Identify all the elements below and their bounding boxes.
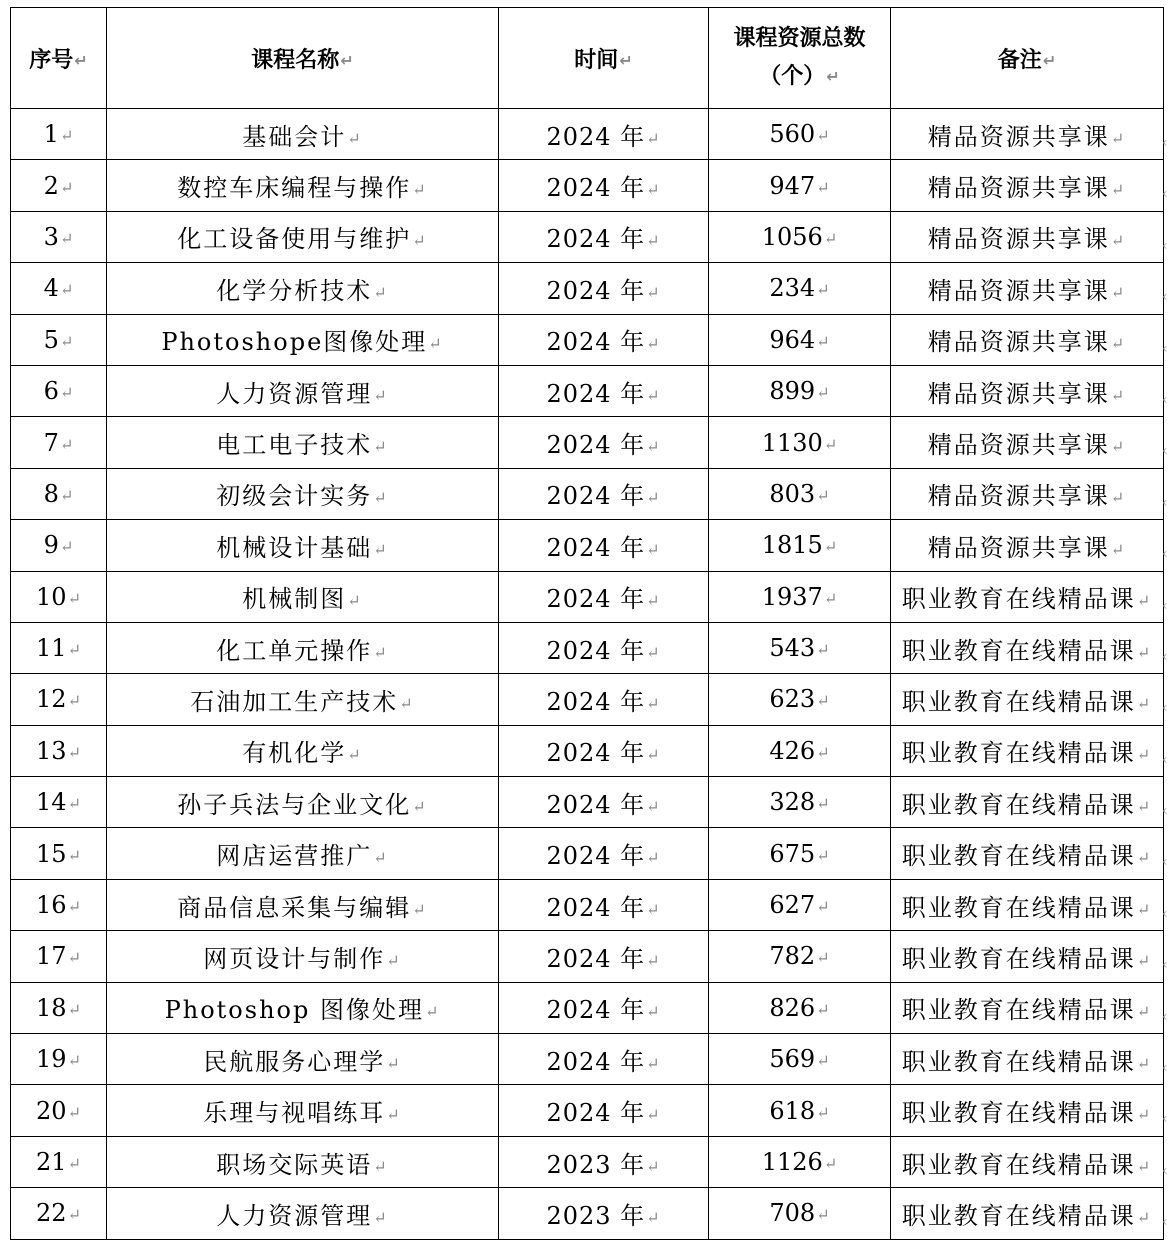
cell-name: 人力资源管理↵ <box>107 365 499 416</box>
table-row <box>11 365 1164 416</box>
cell-count: 675↵ <box>709 828 891 879</box>
return-mark-icon: ↵ <box>59 331 74 351</box>
header-name: 课程名称↵ <box>107 8 499 109</box>
cell-note: 精品资源共享课↵ <box>891 468 1164 519</box>
cell-count: 1815↵ <box>709 520 891 571</box>
return-mark-icon: ↵ <box>619 51 633 70</box>
table-row <box>11 725 1164 776</box>
row-end-mark-icon: ‹ <box>1162 751 1168 768</box>
return-mark-icon: ↵ <box>373 642 389 662</box>
table-header-row <box>11 8 1164 109</box>
return-mark-icon: ↵ <box>373 282 389 302</box>
return-mark-icon: ↵ <box>428 334 444 354</box>
table-row <box>11 571 1164 622</box>
cell-note: 精品资源共享课↵ <box>891 211 1164 262</box>
cell-note: 职业教育在线精品课↵ <box>891 622 1164 673</box>
cell-index: 4↵ <box>11 263 107 314</box>
header-count <box>709 8 891 109</box>
return-mark-icon: ↵ <box>399 693 415 713</box>
cell-time: 2024 年↵ <box>499 828 709 879</box>
return-mark-icon: ↵ <box>1110 282 1127 302</box>
cell-count: 1056↵ <box>709 211 891 262</box>
header-index: 序号↵ <box>11 8 107 109</box>
row-end-mark-icon: ‹ <box>1162 597 1168 614</box>
return-mark-icon: ↵ <box>386 950 402 970</box>
cell-time: 2024 年↵ <box>499 468 709 519</box>
return-mark-icon: ↵ <box>1110 488 1127 508</box>
header-note: 备注↵ <box>891 8 1164 109</box>
cell-count: 569↵ <box>709 1034 891 1085</box>
return-mark-icon: ↵ <box>373 1156 389 1176</box>
return-mark-icon: ↵ <box>1136 848 1153 868</box>
return-mark-icon: ↵ <box>67 742 81 762</box>
cell-index: 14↵ <box>11 777 107 828</box>
cell-name: 基础会计↵ <box>107 109 499 160</box>
return-mark-icon: ↵ <box>646 1002 661 1022</box>
cell-index: 20↵ <box>11 1085 107 1136</box>
table-row <box>11 160 1164 211</box>
cell-note: 精品资源共享课↵ <box>891 520 1164 571</box>
cell-time: 2024 年↵ <box>499 520 709 571</box>
cell-count: 1937↵ <box>709 571 891 622</box>
cell-name: 化工单元操作↵ <box>107 622 499 673</box>
return-mark-icon: ↵ <box>59 383 74 403</box>
cell-time: 2024 年↵ <box>499 109 709 160</box>
return-mark-icon: ↵ <box>59 485 74 505</box>
cell-name: 人力资源管理↵ <box>107 1188 499 1239</box>
return-mark-icon: ↵ <box>816 280 830 300</box>
return-mark-icon: ↵ <box>1110 437 1127 457</box>
return-mark-icon: ↵ <box>67 1154 81 1173</box>
return-mark-icon: ↵ <box>646 1207 661 1227</box>
return-mark-icon: ↵ <box>1110 334 1127 354</box>
cell-name: 孙子兵法与企业文化↵ <box>107 777 499 828</box>
cell-index: 21↵ <box>11 1136 107 1187</box>
cell-time: 2023 年↵ <box>499 1188 709 1239</box>
cell-index: 3↵ <box>11 211 107 262</box>
cell-count: 234↵ <box>709 263 891 314</box>
cell-time: 2024 年↵ <box>499 1034 709 1085</box>
cell-count: 618↵ <box>709 1085 891 1136</box>
cell-index: 15↵ <box>11 828 107 879</box>
cell-index: 18↵ <box>11 982 107 1033</box>
return-mark-icon: ↵ <box>816 897 830 917</box>
cell-name: 数控车床编程与操作↵ <box>107 160 499 211</box>
return-mark-icon: ↵ <box>646 128 661 148</box>
table-row <box>11 263 1164 314</box>
row-end-mark-icon: ‹ <box>1162 957 1168 974</box>
cell-name: 网页设计与制作↵ <box>107 931 499 982</box>
return-mark-icon: ↵ <box>1136 1002 1153 1022</box>
header-count-line1: 课程资源总数 <box>733 26 866 51</box>
cell-note: 精品资源共享课↵ <box>891 109 1164 160</box>
return-mark-icon: ↵ <box>424 1002 441 1022</box>
return-mark-icon: ↵ <box>373 848 389 868</box>
cell-name: 初级会计实务↵ <box>107 468 499 519</box>
return-mark-icon: ↵ <box>1042 51 1057 70</box>
cell-note: 职业教育在线精品课↵ <box>891 1136 1164 1187</box>
return-mark-icon: ↵ <box>1136 1105 1153 1125</box>
table-row <box>11 314 1164 365</box>
return-mark-icon: ↵ <box>646 848 661 868</box>
return-mark-icon: ↵ <box>67 1051 81 1071</box>
return-mark-icon: ↵ <box>823 537 838 557</box>
return-mark-icon: ↵ <box>340 51 354 70</box>
cell-count: 426↵ <box>709 725 891 776</box>
table-row <box>11 1085 1164 1136</box>
return-mark-icon: ↵ <box>816 999 830 1019</box>
cell-index: 1↵ <box>11 109 107 160</box>
return-mark-icon: ↵ <box>646 180 661 200</box>
cell-count: 623↵ <box>709 674 891 725</box>
return-mark-icon: ↵ <box>1110 385 1127 405</box>
cell-index: 5↵ <box>11 314 107 365</box>
row-end-mark-icon: ‹ <box>1162 391 1168 408</box>
cell-count: 708↵ <box>709 1188 891 1239</box>
cell-count: 627↵ <box>709 879 891 930</box>
row-end-mark-icon: ‹ <box>1162 803 1168 820</box>
cell-time: 2024 年↵ <box>499 879 709 930</box>
return-mark-icon: ↵ <box>823 588 838 608</box>
row-end-mark-icon: ‹ <box>1162 1162 1168 1179</box>
return-mark-icon: ↵ <box>646 745 661 765</box>
cell-name: 职场交际英语↵ <box>107 1136 499 1187</box>
cell-time: 2024 年↵ <box>499 777 709 828</box>
return-mark-icon: ↵ <box>67 845 81 865</box>
cell-count: 803↵ <box>709 468 891 519</box>
cell-time: 2024 年↵ <box>499 1085 709 1136</box>
return-mark-icon: ↵ <box>646 334 661 354</box>
cell-index: 2↵ <box>11 160 107 211</box>
return-mark-icon: ↵ <box>816 794 830 814</box>
cell-name: 乐理与视唱练耳↵ <box>107 1085 499 1136</box>
return-mark-icon: ↵ <box>826 67 840 86</box>
row-end-mark-icon: ‹ <box>1162 237 1168 254</box>
return-mark-icon: ↵ <box>646 1053 661 1073</box>
row-end-mark-icon: ‹ <box>1162 905 1168 922</box>
return-mark-icon: ↵ <box>646 539 661 559</box>
cell-note: 精品资源共享课↵ <box>891 314 1164 365</box>
cell-name: 商品信息采集与编辑↵ <box>107 879 499 930</box>
cell-name: 机械设计基础↵ <box>107 520 499 571</box>
row-end-mark-icon: ‹ <box>1162 546 1168 563</box>
return-mark-icon: ↵ <box>373 385 389 405</box>
header-time: 时间↵ <box>499 8 709 109</box>
cell-time: 2024 年↵ <box>499 571 709 622</box>
return-mark-icon: ↵ <box>1110 231 1127 251</box>
return-mark-icon: ↵ <box>59 126 74 146</box>
cell-index: 13↵ <box>11 725 107 776</box>
cell-name: 化工设备使用与维护↵ <box>107 211 499 262</box>
row-end-mark-icon: ‹ <box>1162 854 1168 871</box>
cell-note: 职业教育在线精品课↵ <box>891 1188 1164 1239</box>
cell-note: 职业教育在线精品课↵ <box>891 1085 1164 1136</box>
return-mark-icon: ↵ <box>646 642 661 662</box>
return-mark-icon: ↵ <box>1136 899 1153 919</box>
return-mark-icon: ↵ <box>67 1102 81 1122</box>
return-mark-icon: ↵ <box>1136 1053 1153 1073</box>
table-row <box>11 828 1164 879</box>
cell-name: 机械制图↵ <box>107 571 499 622</box>
table-row <box>11 622 1164 673</box>
cell-time: 2024 年↵ <box>499 365 709 416</box>
return-mark-icon: ↵ <box>646 437 661 457</box>
return-mark-icon: ↵ <box>816 948 830 968</box>
return-mark-icon: ↵ <box>816 485 830 505</box>
return-mark-icon: ↵ <box>816 1102 830 1122</box>
return-mark-icon: ↵ <box>816 1051 830 1071</box>
return-mark-icon: ↵ <box>816 1205 830 1225</box>
cell-time: 2024 年↵ <box>499 674 709 725</box>
return-mark-icon: ↵ <box>1136 745 1153 765</box>
return-mark-icon: ↵ <box>347 128 363 148</box>
return-mark-icon: ↵ <box>816 845 830 865</box>
table-row <box>11 777 1164 828</box>
cell-note: 职业教育在线精品课↵ <box>891 931 1164 982</box>
table-row <box>11 468 1164 519</box>
return-mark-icon: ↵ <box>412 231 428 251</box>
cell-note: 职业教育在线精品课↵ <box>891 879 1164 930</box>
return-mark-icon: ↵ <box>1136 950 1153 970</box>
cell-index: 11↵ <box>11 622 107 673</box>
row-end-mark-icon: ‹ <box>1162 700 1168 717</box>
cell-name: 化学分析技术↵ <box>107 263 499 314</box>
return-mark-icon: ↵ <box>646 231 661 251</box>
cell-name: Photoshop 图像处理↵ <box>107 982 499 1033</box>
cell-name: 电工电子技术↵ <box>107 417 499 468</box>
cell-index: 17↵ <box>11 931 107 982</box>
return-mark-icon: ↵ <box>816 691 830 711</box>
return-mark-icon: ↵ <box>373 488 389 508</box>
return-mark-icon: ↵ <box>823 434 838 454</box>
cell-note: 职业教育在线精品课↵ <box>891 571 1164 622</box>
cell-index: 16↵ <box>11 879 107 930</box>
return-mark-icon: ↵ <box>646 796 661 816</box>
cell-count: 543↵ <box>709 622 891 673</box>
row-end-mark-icon: ‹ <box>1162 648 1168 665</box>
cell-note: 职业教育在线精品课↵ <box>891 1034 1164 1085</box>
cell-name: 有机化学↵ <box>107 725 499 776</box>
return-mark-icon: ↵ <box>67 794 81 814</box>
return-mark-icon: ↵ <box>646 1105 661 1125</box>
row-end-mark-icon: ‹ <box>1162 289 1168 306</box>
return-mark-icon: ↵ <box>67 1205 81 1225</box>
cell-index: 8↵ <box>11 468 107 519</box>
return-mark-icon: ↵ <box>646 693 661 713</box>
return-mark-icon: ↵ <box>816 177 830 197</box>
return-mark-icon: ↵ <box>1110 180 1127 200</box>
return-mark-icon: ↵ <box>373 1207 389 1227</box>
return-mark-icon: ↵ <box>1136 591 1153 611</box>
cell-count: 826↵ <box>709 982 891 1033</box>
cell-time: 2024 年↵ <box>499 160 709 211</box>
table-row <box>11 879 1164 930</box>
return-mark-icon: ↵ <box>67 897 81 917</box>
cell-note: 职业教育在线精品课↵ <box>891 777 1164 828</box>
return-mark-icon: ↵ <box>59 280 74 300</box>
return-mark-icon: ↵ <box>67 999 81 1019</box>
table-row <box>11 1034 1164 1085</box>
return-mark-icon: ↵ <box>646 899 661 919</box>
cell-time: 2024 年↵ <box>499 931 709 982</box>
cell-note: 职业教育在线精品课↵ <box>891 674 1164 725</box>
return-mark-icon: ↵ <box>386 1053 402 1073</box>
row-end-mark-icon: ‹ <box>1162 443 1168 460</box>
return-mark-icon: ↵ <box>646 591 661 611</box>
table-row <box>11 1136 1164 1187</box>
cell-note: 职业教育在线精品课↵ <box>891 982 1164 1033</box>
return-mark-icon: ↵ <box>816 126 830 146</box>
return-mark-icon: ↵ <box>816 640 830 660</box>
table-row <box>11 931 1164 982</box>
return-mark-icon: ↵ <box>373 539 389 559</box>
row-end-mark-icon: ‹ <box>1162 186 1168 203</box>
cell-note: 职业教育在线精品课↵ <box>891 828 1164 879</box>
cell-name: 民航服务心理学↵ <box>107 1034 499 1085</box>
table-row <box>11 520 1164 571</box>
return-mark-icon: ↵ <box>646 950 661 970</box>
cell-count: 947↵ <box>709 160 891 211</box>
table-row <box>11 417 1164 468</box>
return-mark-icon: ↵ <box>386 1105 402 1125</box>
table-row <box>11 109 1164 160</box>
return-mark-icon: ↵ <box>1110 128 1127 148</box>
cell-time: 2024 年↵ <box>499 725 709 776</box>
return-mark-icon: ↵ <box>1136 693 1153 713</box>
return-mark-icon: ↵ <box>412 180 428 200</box>
cell-count: 1130↵ <box>709 417 891 468</box>
cell-count: 1126↵ <box>709 1136 891 1187</box>
cell-time: 2024 年↵ <box>499 263 709 314</box>
cell-note: 精品资源共享课↵ <box>891 417 1164 468</box>
header-count-line2: （个）↵ <box>759 64 840 89</box>
cell-count: 899↵ <box>709 365 891 416</box>
row-end-mark-icon: ‹ <box>1162 1008 1168 1025</box>
cell-index: 7↵ <box>11 417 107 468</box>
side-marks <box>1162 110 1172 1241</box>
cell-count: 782↵ <box>709 931 891 982</box>
row-end-mark-icon: ‹ <box>1162 135 1168 151</box>
course-resource-table <box>10 7 1164 1240</box>
return-mark-icon: ↵ <box>59 537 74 557</box>
return-mark-icon: ↵ <box>816 383 830 403</box>
cell-time: 2024 年↵ <box>499 982 709 1033</box>
cell-index: 9↵ <box>11 520 107 571</box>
cell-note: 职业教育在线精品课↵ <box>891 725 1164 776</box>
cell-name: 石油加工生产技术↵ <box>107 674 499 725</box>
cell-note: 精品资源共享课↵ <box>891 160 1164 211</box>
return-mark-icon: ↵ <box>59 177 74 197</box>
return-mark-icon: ↵ <box>373 437 389 457</box>
return-mark-icon: ↵ <box>412 899 428 919</box>
cell-index: 22↵ <box>11 1188 107 1239</box>
row-end-mark-icon: ‹ <box>1162 1214 1168 1231</box>
cell-time: 2024 年↵ <box>499 211 709 262</box>
return-mark-icon: ↵ <box>823 1154 838 1173</box>
return-mark-icon: ↵ <box>67 640 81 660</box>
return-mark-icon: ↵ <box>646 385 661 405</box>
return-mark-icon: ↵ <box>646 282 661 302</box>
return-mark-icon: ↵ <box>59 228 74 248</box>
cell-note: 精品资源共享课↵ <box>891 263 1164 314</box>
return-mark-icon: ↵ <box>74 51 88 70</box>
cell-time: 2024 年↵ <box>499 622 709 673</box>
table-row <box>11 1188 1164 1239</box>
return-mark-icon: ↵ <box>816 331 830 351</box>
cell-index: 10↵ <box>11 571 107 622</box>
return-mark-icon: ↵ <box>1136 642 1153 662</box>
cell-count: 560↵ <box>709 109 891 160</box>
table-row <box>11 982 1164 1033</box>
table-body <box>11 109 1164 1240</box>
return-mark-icon: ↵ <box>1136 796 1153 816</box>
cell-index: 6↵ <box>11 365 107 416</box>
cell-time: 2024 年↵ <box>499 417 709 468</box>
cell-time: 2023 年↵ <box>499 1136 709 1187</box>
return-mark-icon: ↵ <box>646 488 661 508</box>
cell-name: Photoshope图像处理↵ <box>107 314 499 365</box>
table-row <box>11 674 1164 725</box>
return-mark-icon: ↵ <box>67 948 81 968</box>
cell-note: 精品资源共享课↵ <box>891 365 1164 416</box>
cell-count: 964↵ <box>709 314 891 365</box>
row-end-mark-icon: ‹ <box>1162 340 1168 357</box>
cell-name: 网店运营推广↵ <box>107 828 499 879</box>
return-mark-icon: ↵ <box>347 591 363 611</box>
return-mark-icon: ↵ <box>67 588 81 608</box>
return-mark-icon: ↵ <box>1136 1156 1153 1176</box>
row-end-mark-icon: ‹ <box>1162 494 1168 511</box>
return-mark-icon: ↵ <box>59 434 74 454</box>
return-mark-icon: ↵ <box>646 1156 661 1176</box>
row-end-mark-icon: ‹ <box>1162 1060 1168 1077</box>
return-mark-icon: ↵ <box>412 796 428 816</box>
cell-count: 328↵ <box>709 777 891 828</box>
return-mark-icon: ↵ <box>816 742 830 762</box>
table-row <box>11 211 1164 262</box>
cell-index: 19↵ <box>11 1034 107 1085</box>
return-mark-icon: ↵ <box>1136 1207 1153 1227</box>
cell-time: 2024 年↵ <box>499 314 709 365</box>
return-mark-icon: ↵ <box>67 691 81 711</box>
row-end-mark-icon: ‹ <box>1162 1111 1168 1128</box>
return-mark-icon: ↵ <box>823 228 838 248</box>
cell-index: 12↵ <box>11 674 107 725</box>
return-mark-icon: ↵ <box>347 745 363 765</box>
return-mark-icon: ↵ <box>1110 539 1127 559</box>
